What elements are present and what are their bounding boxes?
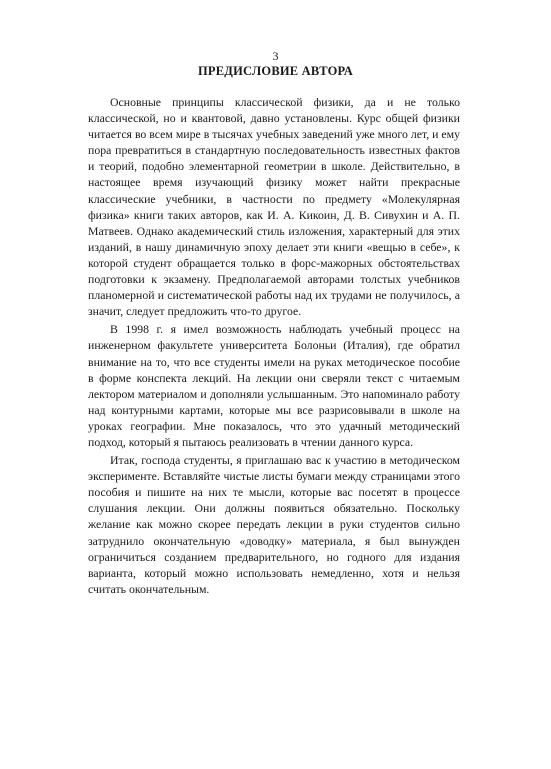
paragraph-2: В 1998 г. я имел возможность наблюдать учебный процесс на инженерном факультете университета Болоньи (Италия), где обратил внимание на то, что все студенты имели на руках методическое пособие в форме конспекта лекций. На лекции они сверяли текст с читаемым лектором материалом и дополняли услышанным. Это напоминало работу над контурными картами, которые мы все разрисовывали в школе на уроках географии. Мне показалось, что это удачный методический подход, который я пытаюсь реализовать в чтении данного курса. [88,322,460,449]
paragraph-3: Итак, господа студенты, я приглашаю вас к участию в методическом эксперименте. Вставляйте чистые листы бумаги между страницами этого пособия и пишите на них те мысли, которые вас посетят в процессе слушания лекции. Они должны появиться обязательно. Поскольку желание как можно скорее передать лекции в руки студентов сильно затруднило окончательную «доводку» материала, я был вынужден ограничиться созданием предварительного, но годного для издания варианта, который можно использовать немедленно, хотя и нельзя считать окончательным. [88,453,460,596]
body-text [88,94,460,599]
page-number: 3 [272,49,279,63]
paragraph-1: Основные принципы классической физики, да и не только классической, но и квантовой, давно установлены. Курс общей физики читается во всем мире в тысячах учебных заведений уже много лет, и ему пора превратиться в стандартную последовательность известных фактов и теорий, подобно элементарной геометрии в школе. Действительно, в настоящее время изучающий физику может найти прекрасные классические учебники, в частности по предмету «Молекулярная физика» книги таких авторов, как И. А. Кикоин, Д. В. Сивухин и А. П. Матвеев. Однако академический стиль изложения, характерный для этих изданий, в нашу динамичную эпоху делает эти книги «вещью в себе», к которой студент обращается только в форс-мажорных обстоятельствах подготовки к экзамену. Предполагаемой авторами толстых учебников планомерной и систематической работы над их трудами не получилось, а значит, следует предложить что-то другое. [88,95,460,319]
page-title: ПРЕДИСЛОВИЕ АВТОРА [197,64,354,78]
